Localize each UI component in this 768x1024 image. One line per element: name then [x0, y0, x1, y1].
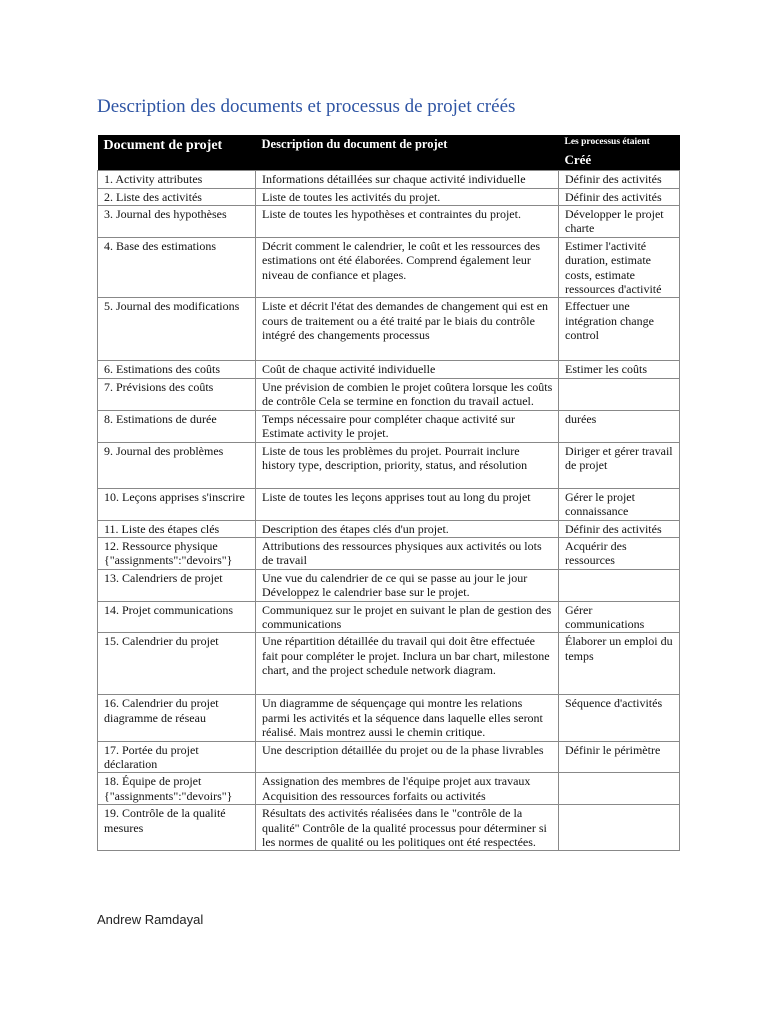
- cell-description: Informations détaillées sur chaque activité individuelle: [256, 171, 559, 188]
- cell-process: Gérer le projet connaissance: [559, 488, 680, 520]
- cell-process: Estimer l'activité duration, estimate costs, estimate ressources d'activité: [559, 237, 680, 298]
- cell-document: 19. Contrôle de la qualité mesures: [98, 805, 256, 851]
- table-row: [98, 569, 680, 601]
- table-row: [98, 171, 680, 188]
- cell-document: 12. Ressource physique {"assignments":"devoirs"}: [98, 538, 256, 570]
- cell-description: Assignation des membres de l'équipe projet aux travaux Acquisition des ressources forfaits ou activités: [256, 773, 559, 805]
- table-row: [98, 633, 680, 695]
- table-row: [98, 741, 680, 773]
- cell-description: Communiquez sur le projet en suivant le plan de gestion des communications: [256, 601, 559, 633]
- table-row: [98, 442, 680, 488]
- cell-description: Liste de toutes les hypothèses et contraintes du projet.: [256, 205, 559, 237]
- table-row: [98, 205, 680, 237]
- cell-process: Diriger et gérer travail de projet: [559, 442, 680, 488]
- header-process-small: Les processus étaient: [564, 137, 650, 147]
- cell-description: Un diagramme de séquençage qui montre les relations parmi les activités et la séquence dans laquelle elles seront réalisé. Mais montrez aussi le chemin critique.: [256, 695, 559, 741]
- cell-document: 10. Leçons apprises s'inscrire: [98, 488, 256, 520]
- cell-document: 4. Base des estimations: [98, 237, 256, 298]
- cell-document: 14. Projet communications: [98, 601, 256, 633]
- cell-document: 1. Activity attributes: [98, 171, 256, 188]
- cell-description: Coût de chaque activité individuelle: [256, 361, 559, 378]
- cell-process: Estimer les coûts: [559, 361, 680, 378]
- header-process: [559, 135, 680, 171]
- cell-process: Gérer communications: [559, 601, 680, 633]
- cell-description: Temps nécessaire pour compléter chaque activité sur Estimate activity le projet.: [256, 410, 559, 442]
- cell-process: Effectuer une intégration change control: [559, 298, 680, 361]
- cell-description: Une description détaillée du projet ou de la phase livrables: [256, 741, 559, 773]
- author-name: Andrew Ramdayal: [97, 912, 204, 927]
- cell-description: Liste de tous les problèmes du projet. Pourrait inclure history type, description, priority, status, and résolution: [256, 442, 559, 488]
- cell-process: Élaborer un emploi du temps: [559, 633, 680, 695]
- cell-document: 8. Estimations de durée: [98, 410, 256, 442]
- cell-process: Acquérir des ressources: [559, 538, 680, 570]
- document-title: Description des documents et processus de projet créés: [97, 96, 516, 117]
- table-row: [98, 188, 680, 205]
- cell-document: 5. Journal des modifications: [98, 298, 256, 361]
- cell-description: Liste de toutes les leçons apprises tout au long du projet: [256, 488, 559, 520]
- header-description: Description du document de projet: [256, 135, 559, 171]
- table-row: [98, 601, 680, 633]
- cell-description: Attributions des ressources physiques aux activités ou lots de travail: [256, 538, 559, 570]
- cell-description: Une répartition détaillée du travail qui doit être effectuée fait pour compléter le projet. Inclura un bar chart, milestone chart, and the project schedule network diagram.: [256, 633, 559, 695]
- cell-document: 16. Calendrier du projet diagramme de réseau: [98, 695, 256, 741]
- cell-description: Décrit comment le calendrier, le coût et les ressources des estimations ont été élaborées. Comprend également leur niveau de confiance et plages.: [256, 237, 559, 298]
- cell-document: 2. Liste des activités: [98, 188, 256, 205]
- table-row: [98, 361, 680, 378]
- table-row: [98, 805, 680, 851]
- cell-document: 11. Liste des étapes clés: [98, 520, 256, 537]
- cell-process: Développer le projet charte: [559, 205, 680, 237]
- cell-process: Définir des activités: [559, 171, 680, 188]
- cell-document: 13. Calendriers de projet: [98, 569, 256, 601]
- cell-document: 9. Journal des problèmes: [98, 442, 256, 488]
- cell-process: Définir des activités: [559, 520, 680, 537]
- cell-document: 3. Journal des hypothèses: [98, 205, 256, 237]
- table-row: [98, 538, 680, 570]
- cell-document: 18. Équipe de projet {"assignments":"devoirs"}: [98, 773, 256, 805]
- cell-process: Définir des activités: [559, 188, 680, 205]
- cell-process: Définir le périmètre: [559, 741, 680, 773]
- cell-description: Résultats des activités réalisées dans le "contrôle de la qualité" Contrôle de la qualité processus pour déterminer si les normes de qualité ou les politiques ont été respectées.: [256, 805, 559, 851]
- cell-description: Liste de toutes les activités du projet.: [256, 188, 559, 205]
- header-document: Document de projet: [98, 135, 256, 171]
- cell-process: [559, 569, 680, 601]
- cell-description: Description des étapes clés d'un projet.: [256, 520, 559, 537]
- header-process-big: Créé: [564, 151, 592, 167]
- documents-table: [97, 135, 680, 851]
- table-row: [98, 378, 680, 410]
- cell-document: 7. Prévisions des coûts: [98, 378, 256, 410]
- table-header-row: [98, 135, 680, 171]
- cell-process: durées: [559, 410, 680, 442]
- cell-document: 17. Portée du projet déclaration: [98, 741, 256, 773]
- table-row: [98, 488, 680, 520]
- table-row: [98, 695, 680, 741]
- cell-process: [559, 378, 680, 410]
- cell-document: 15. Calendrier du projet: [98, 633, 256, 695]
- cell-process: [559, 773, 680, 805]
- cell-description: Une prévision de combien le projet coûtera lorsque les coûts de contrôle Cela se termine en fonction du travail actuel.: [256, 378, 559, 410]
- table-row: [98, 520, 680, 537]
- cell-process: Séquence d'activités: [559, 695, 680, 741]
- table-row: [98, 410, 680, 442]
- cell-description: Une vue du calendrier de ce qui se passe au jour le jour Développez le calendrier base sur le projet.: [256, 569, 559, 601]
- cell-document: 6. Estimations des coûts: [98, 361, 256, 378]
- table-row: [98, 298, 680, 361]
- cell-process: [559, 805, 680, 851]
- table-row: [98, 773, 680, 805]
- cell-description: Liste et décrit l'état des demandes de changement qui est en cours de traitement ou a été traité par le biais du contrôle intégré des changements processus: [256, 298, 559, 361]
- table-row: [98, 237, 680, 298]
